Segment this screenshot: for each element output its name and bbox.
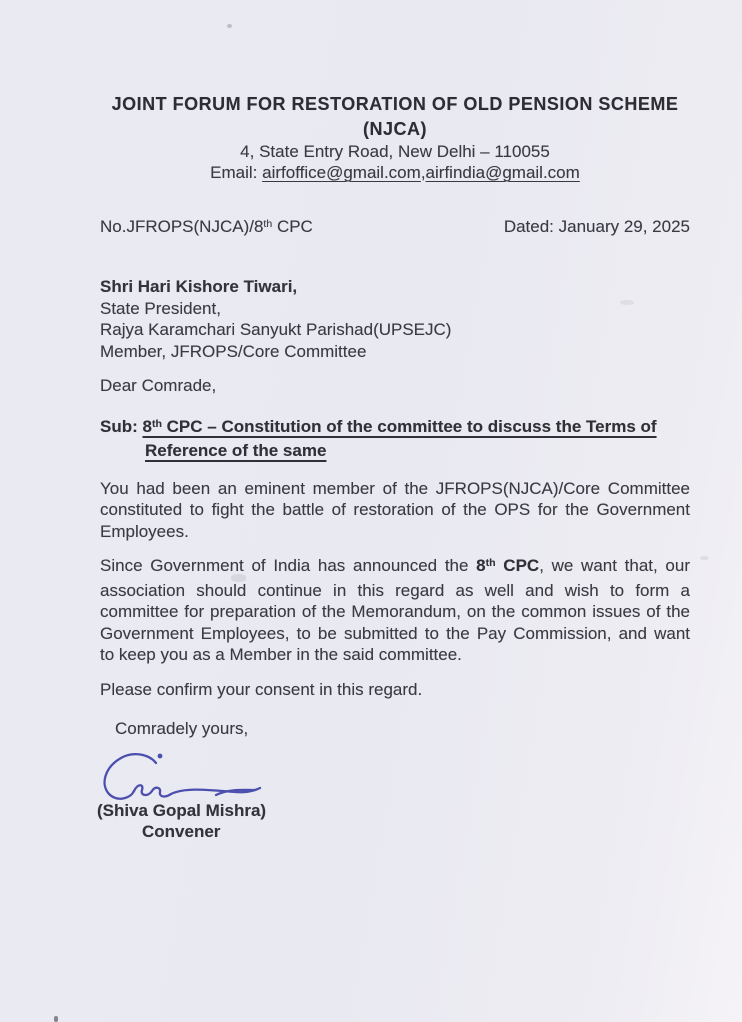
body-paragraph-3: Please confirm your consent in this regard. bbox=[100, 679, 423, 699]
body-paragraph-2 bbox=[100, 555, 690, 666]
subject-block bbox=[100, 416, 690, 463]
reference-number-superscript: th bbox=[263, 218, 273, 231]
reference-number bbox=[100, 216, 313, 240]
recipient-block bbox=[100, 276, 690, 362]
recipient-designation: State President, bbox=[100, 298, 221, 318]
cpc-text: CPC bbox=[495, 556, 540, 575]
letter-date: Dated: January 29, 2025 bbox=[503, 217, 690, 236]
org-name: JOINT FORUM FOR RESTORATION OF OLD PENSION SCHEME bbox=[111, 94, 679, 114]
email-line bbox=[100, 162, 690, 183]
subject-text-rest: CPC – Constitution of the committee to discuss the Terms of bbox=[161, 416, 657, 436]
letterhead bbox=[100, 0, 690, 183]
reference-number-text: No.JFROPS(NJCA)/8 bbox=[100, 217, 264, 236]
recipient-role: Member, JFROPS/Core Committee bbox=[100, 341, 367, 361]
body-paragraph-1 bbox=[100, 478, 690, 543]
reference-number-suffix: CPC bbox=[272, 217, 313, 236]
paragraph-line: committee for preparation of the Memorandum, on the common issues of the bbox=[100, 602, 690, 621]
recipient-organization: Rajya Karamchari Sanyukt Parishad(UPSEJC) bbox=[100, 320, 452, 339]
paragraph-line bbox=[100, 555, 690, 580]
email-address-1: airfoffice@gmail.com bbox=[262, 163, 421, 182]
paragraph-line: association should continue in this regard as well and wish to form a bbox=[100, 580, 690, 600]
salutation: Dear Comrade, bbox=[100, 376, 217, 395]
email-comma: , bbox=[420, 163, 426, 182]
cpc-number: 8 bbox=[476, 556, 486, 575]
paragraph-line: You had been an eminent member of the JFROPS(NJCA)/Core Committee bbox=[100, 478, 690, 498]
paragraph-line: to keep you as a Member in the said committee. bbox=[100, 645, 462, 664]
cpc-bold-text bbox=[476, 556, 539, 575]
org-address: 4, State Entry Road, New Delhi – 110055 bbox=[240, 142, 550, 161]
email-label: Email: bbox=[210, 163, 263, 182]
scan-artifact bbox=[700, 556, 709, 560]
subject-number: 8 bbox=[142, 416, 152, 436]
subject-text bbox=[143, 417, 657, 436]
cpc-superscript: th bbox=[485, 557, 496, 570]
email-address-2: airfindia@gmail.com bbox=[425, 163, 580, 182]
paragraph-line: constituted to fight the battle of restoration of the OPS for the Government bbox=[100, 500, 690, 519]
signature-ink bbox=[94, 750, 284, 800]
recipient-name: Shri Hari Kishore Tiwari, bbox=[100, 277, 298, 296]
scan-artifact bbox=[54, 1016, 58, 1022]
org-abbreviation: (NJCA) bbox=[363, 119, 427, 139]
subject-superscript: th bbox=[151, 417, 162, 430]
subject-label: Sub: bbox=[100, 416, 143, 436]
closing-line: Comradely yours, bbox=[115, 719, 249, 738]
paragraph-line: Government Employees, to be submitted to the Pay Commission, and want bbox=[100, 623, 690, 643]
signatory-name: (Shiva Gopal Mishra) bbox=[97, 800, 267, 820]
letter-content bbox=[97, 0, 690, 842]
signatory-title: Convener bbox=[142, 821, 221, 841]
signature-image bbox=[94, 750, 690, 800]
subject-text-line2: Reference of the same bbox=[145, 441, 327, 460]
subject-line-1 bbox=[100, 416, 690, 441]
paragraph-line: Employees. bbox=[100, 521, 189, 541]
paragraph-text: Since Government of India has announced the bbox=[100, 556, 477, 575]
reference-row bbox=[100, 216, 690, 240]
paragraph-text: , we want that, our bbox=[539, 556, 690, 575]
subject-line-2 bbox=[100, 440, 690, 463]
